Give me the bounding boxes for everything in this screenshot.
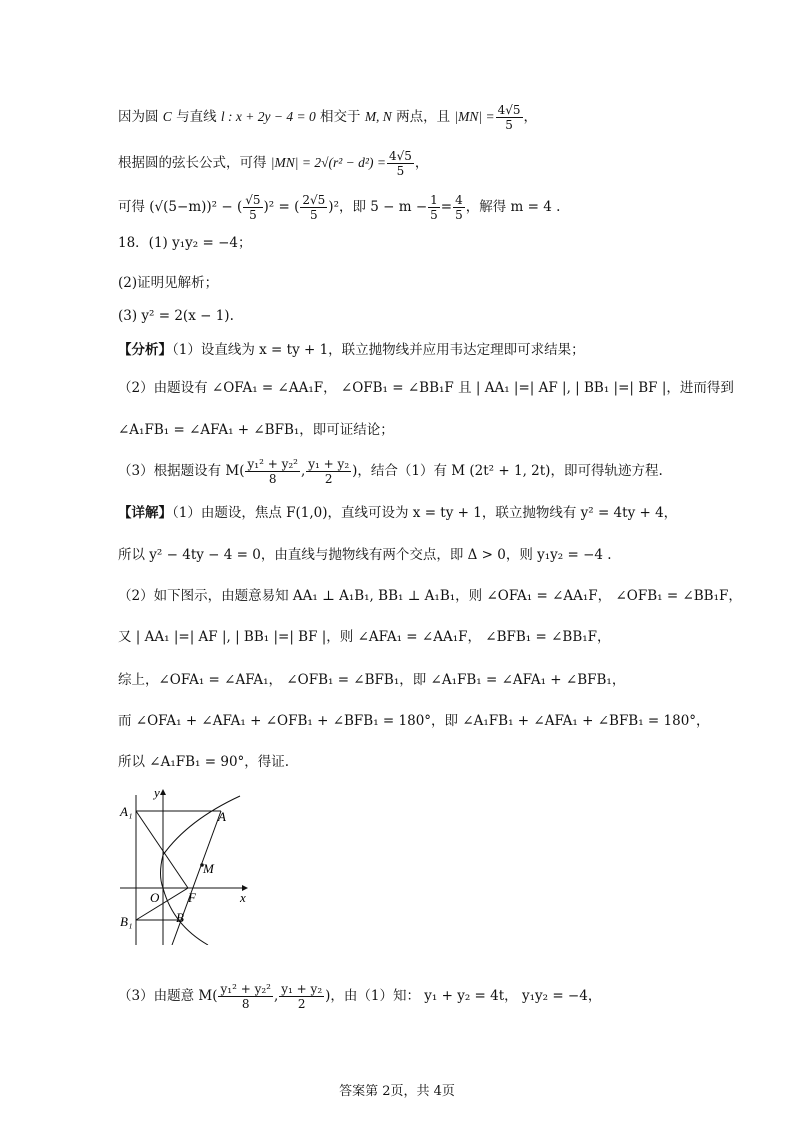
text: )，由（1）知： y₁ + y₂ = 4t， y₁y₂ = −4， xyxy=(325,988,602,1004)
fraction: $\frac{4}{5}$ xyxy=(455,193,463,222)
text-line-13: （2）如下图示，由题意易知 AA₁ ⊥ A₁B₁, BB₁ ⊥ A₁B₁，则 ∠OFA₁ = ∠AA₁F， ∠OFB₁ = ∠BB₁F， xyxy=(118,588,742,604)
equation: = xyxy=(440,199,453,215)
text-line-9: ∠A₁FB₁ = ∠AFA₁ + ∠BFB₁，即可证结论； xyxy=(118,422,394,438)
fraction: $\frac{4√5}{5}$ xyxy=(497,103,521,132)
text-line-4: 18．(1) y₁y₂ = −4； xyxy=(118,235,252,251)
text-line-2 xyxy=(118,149,428,178)
label-F: F xyxy=(188,890,196,905)
text: 因为圆 xyxy=(118,109,163,125)
text: ，解得 m = 4 . xyxy=(465,199,561,215)
segment-A1F xyxy=(136,811,188,888)
equation: |MN| = 2√(r² − d²) = xyxy=(270,155,386,170)
text: （1）由题设，焦点 F(1,0)，直线可设为 x = ty + 1，联立抛物线有 y² = 4ty + 4， xyxy=(172,505,678,521)
label-O: O xyxy=(150,890,160,905)
y-axis-arrow xyxy=(160,789,166,795)
text: C xyxy=(162,109,172,124)
text-line-12: 所以 y² − 4ty − 4 = 0，由直线与抛物线有两个交点，即 Δ > 0，则 y₁y₂ = −4 . xyxy=(118,547,612,563)
label-A: A xyxy=(218,809,226,824)
label-B1: B₁ xyxy=(120,914,133,929)
text: 与直线 xyxy=(171,109,221,125)
text-line-7 xyxy=(118,340,585,360)
equation: l : x + 2y − 4 = 0 xyxy=(220,109,316,124)
label-M: M xyxy=(203,861,214,876)
text: （3）根据题设有 M( xyxy=(118,463,245,479)
label-B: B xyxy=(176,910,184,925)
text-line-3 xyxy=(118,193,560,222)
text: 根据圆的弦长公式，可得 xyxy=(118,155,271,171)
text-line-10 xyxy=(118,457,663,486)
text: 相交于 xyxy=(315,109,365,125)
fraction: $\frac{2√5}{5}$ xyxy=(302,193,326,222)
text: , xyxy=(273,988,279,1004)
parabola-curve xyxy=(161,796,241,945)
equation: 可得 (√(5−m))² − ( xyxy=(118,199,243,215)
equation: |MN| = xyxy=(454,109,495,124)
text: ， xyxy=(414,155,429,171)
fraction: $\frac{\text{y₁² + y₂²}}{8}$ xyxy=(220,982,271,1011)
label-A1: A₁ xyxy=(120,804,133,819)
text-line-16: 而 ∠OFA₁ + ∠AFA₁ + ∠OFB₁ + ∠BFB₁ = 180°，即 ∠A₁FB₁ + ∠AFA₁ + ∠BFB₁ = 180°， xyxy=(118,713,710,729)
equation: )² = ( xyxy=(263,199,300,215)
label-y: y xyxy=(154,785,160,800)
text-line-18 xyxy=(118,982,601,1011)
text-line-1 xyxy=(118,103,537,132)
page-footer: 答案第 2页，共 4页 xyxy=(339,1084,455,1099)
fraction: $\frac{4√5}{5}$ xyxy=(388,149,412,178)
text-line-15: 综上，∠OFA₁ = ∠AFA₁， ∠OFB₁ = ∠BFB₁，即 ∠A₁FB₁ = ∠AFA₁ + ∠BFB₁， xyxy=(118,672,626,688)
text-line-8: （2）由题设有 ∠OFA₁ = ∠AA₁F， ∠OFB₁ = ∠BB₁F 且 | AA₁ |=| AF |, | BB₁ |=| BF |，进而得到 xyxy=(118,380,734,396)
section-label: 【详解】 xyxy=(118,505,172,521)
text-line-6: (3) y² = 2(x − 1). xyxy=(118,308,234,324)
fraction: $\frac{\text{y₁ + y₂}}{2}$ xyxy=(281,982,323,1011)
text: （3）由题意 M( xyxy=(118,988,218,1004)
text: （1）设直线为 x = ty + 1，联立抛物线并应用韦达定理即可求结果； xyxy=(172,342,585,358)
text-line-17: 所以 ∠A₁FB₁ = 90°，得证. xyxy=(118,754,290,770)
fraction: $\frac{\text{y₁² + y₂²}}{8}$ xyxy=(247,457,298,486)
text: )，结合（1）有 M (2t² + 1, 2t)，即可得轨迹方程. xyxy=(352,463,663,479)
text-line-14: 又 | AA₁ |=| AF |, | BB₁ |=| BF |，则 ∠AFA₁ = ∠AA₁F， ∠BFB₁ = ∠BB₁F， xyxy=(118,629,611,645)
text-line-11 xyxy=(118,503,677,523)
fraction: $\frac{√5}{5}$ xyxy=(245,193,261,222)
parabola-diagram xyxy=(118,785,258,945)
section-label: 【分析】 xyxy=(118,342,172,358)
equation: )²，即 5 − m − xyxy=(328,199,428,215)
label-x: x xyxy=(240,890,246,905)
fraction: $\frac{1}{5}$ xyxy=(430,193,438,222)
text-line-5: (2)证明见解析； xyxy=(118,275,219,291)
fraction: $\frac{\text{y₁ + y₂}}{2}$ xyxy=(308,457,350,486)
text: , xyxy=(300,463,306,479)
text: ， xyxy=(523,109,537,125)
text: 两点，且 xyxy=(391,109,455,125)
text: M, N xyxy=(364,109,392,124)
